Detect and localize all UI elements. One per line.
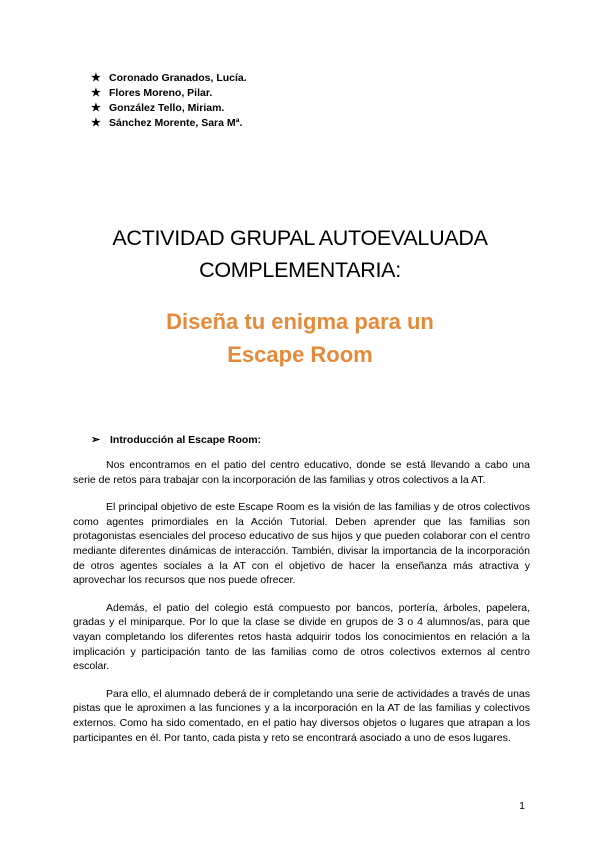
author-item: [91, 86, 247, 101]
subtitle-line-1: Diseña tu enigma para un: [166, 309, 434, 334]
author-name: Flores Moreno, Pilar.: [109, 87, 213, 99]
section-heading: [91, 433, 261, 446]
author-name: Sánchez Morente, Sara Mª.: [109, 117, 243, 129]
paragraph: Nos encontramos en el patio del centro educativo, donde se está llevando a cabo una serie de retos para trabajar con la incorporación de las familias y otros colectivos a la AT.: [73, 459, 530, 486]
paragraph: El principal objetivo de este Escape Room es la visión de las familias y de otros colectivos como agentes primordiales en la Acción Tutorial. Deben aprender que las familias son protagonistas esenciales del proceso educativo de sus hijos y que pueden colaborar con el centro mediante diferentes dinámicas de interacción. También, divisar la importancia de la incorporación de otros agentes sociales a la AT con el objetivo de hacer la enseñanza más atractiva y aprovechar los recursos que nos puede ofrecer.: [73, 501, 530, 587]
star-bullet-icon: ★: [91, 117, 101, 129]
star-bullet-icon: ★: [91, 72, 101, 84]
document-title: [0, 222, 600, 286]
star-bullet-icon: ★: [91, 102, 101, 114]
body-text: [73, 458, 530, 758]
paragraph: Además, el patio del colegio está compuesto por bancos, portería, árboles, papelera, gradas y el miniparque. Por lo que la clase se divide en grupos de 3 o 4 alumnos/as, para que vayan completando los diferentes retos hasta adquirir todos los conocimientos en relación a la implicación y participación tanto de las familias como de otros colectivos externos al centro escolar.: [73, 601, 530, 673]
subtitle-line-2: Escape Room: [227, 342, 373, 367]
arrow-bullet-icon: ➢: [91, 434, 101, 446]
star-bullet-icon: ★: [91, 87, 101, 99]
paragraph: Para ello, el alumnado deberá de ir completando una serie de actividades a través de unas pistas que le aproximen a las funciones y a la incorporación en la AT de las familias y colectivos externos. Como ha sido comentado, en el patio hay diversos objetos o lugares que atrapan a los participantes en él. Por tanto, cada pista y reto se encontrará asociado a uno de esos lugares.: [73, 687, 530, 744]
author-item: [91, 101, 247, 116]
page-number: 1: [519, 800, 525, 812]
title-line-2: COMPLEMENTARIA:: [199, 258, 401, 282]
section-heading-text: Introducción al Escape Room:: [110, 434, 262, 446]
document-subtitle: [0, 305, 600, 371]
author-name: Coronado Granados, Lucía.: [109, 72, 247, 84]
title-line-1: ACTIVIDAD GRUPAL AUTOEVALUADA: [112, 226, 488, 250]
author-item: [91, 71, 247, 86]
author-list: [91, 71, 247, 131]
author-item: [91, 116, 247, 131]
author-name: González Tello, Miriam.: [109, 102, 225, 114]
